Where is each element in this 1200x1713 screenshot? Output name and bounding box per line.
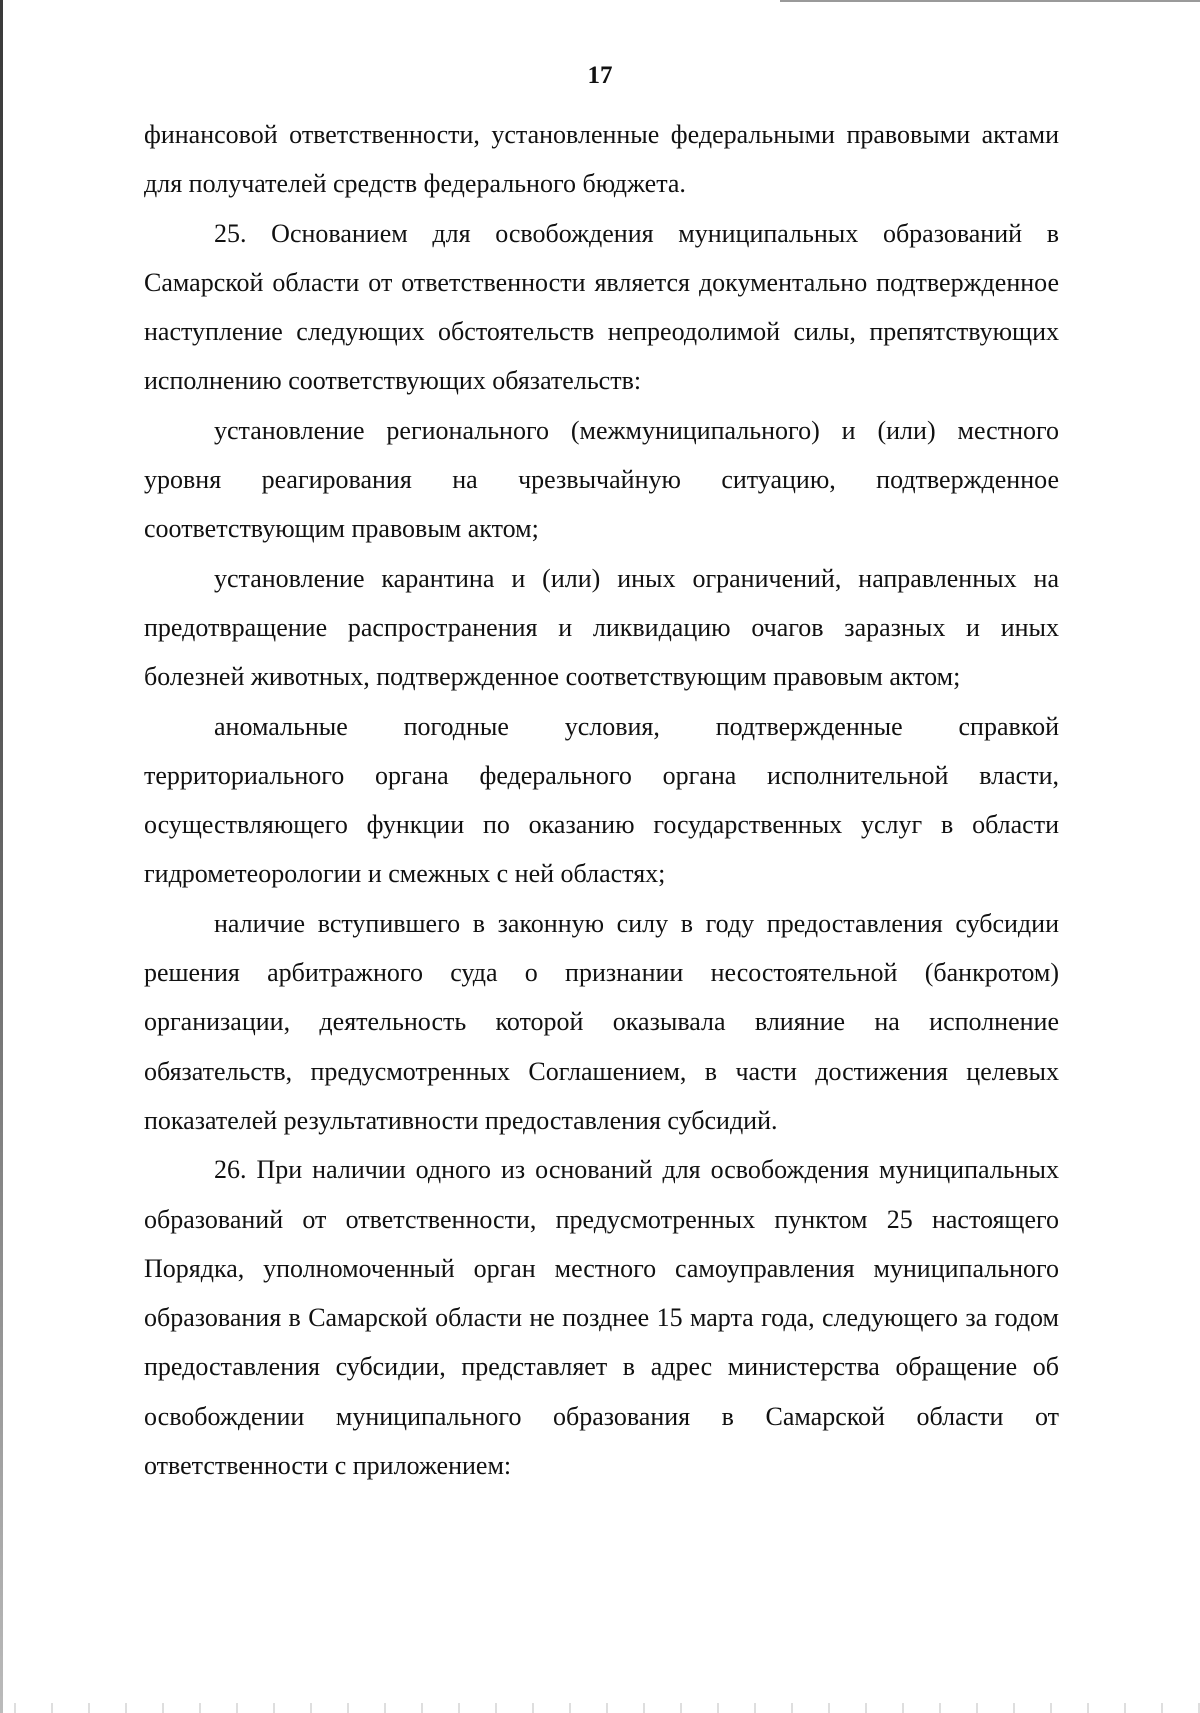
- paragraph-item-26: 26. При наличии одного из оснований для освобождения муниципальных образований от ответственности, предусмотренных пунктом 25 настоящего Порядка, уполномоченный орган местного самоуправления муниципального образования в Самарской области не позднее 15 марта года, следующего за годом предоставления субсидии, представляет в адрес министерства обращение об освобождении муниципального образования в Самарской области от ответственности с приложением:: [144, 1155, 1059, 1481]
- document-body: [144, 110, 1059, 1490]
- scan-left-edge: [0, 0, 3, 1713]
- paragraph-emergency: установление регионального (межмуниципального) и (или) местного уровня реагирования на чрезвычайную ситуацию, подтвержденное соответствующим правовым актом;: [144, 415, 1059, 544]
- page-number: 17: [587, 62, 613, 89]
- scan-top-edge: [780, 0, 1200, 2]
- paragraph-quarantine: установление карантина и (или) иных ограничений, направленных на предотвращение распространения и ликвидацию очагов заразных и иных болезней животных, подтвержденное соответствующим правовым актом;: [144, 563, 1059, 692]
- paragraph-bankruptcy: наличие вступившего в законную силу в году предоставления субсидии решения арбитражного суда о признании несостоятельной (банкротом) организации, деятельность которой оказывала влияние на исполнение обязательств, предусмотренных Соглашением, в части достижения целевых показателей результативности предоставления субсидий.: [144, 908, 1059, 1135]
- scan-bottom-noise: [0, 1703, 1200, 1713]
- paragraph-continuation: финансовой ответственности, установленные федеральными правовыми актами для получателей средств федерального бюджета.: [144, 120, 1059, 199]
- paragraph-item-25: 25. Основанием для освобождения муниципальных образований в Самарской области от ответственности является документально подтвержденное наступление следующих обстоятельств непреодолимой силы, препятствующих исполнению соответствующих обязательств:: [144, 218, 1059, 396]
- paragraph-weather: аномальные погодные условия, подтвержденные справкой территориального органа федерального органа исполнительной власти, осуществляющего функции по оказанию государственных услуг в области гидрометеорологии и смежных с ней областях;: [144, 711, 1059, 889]
